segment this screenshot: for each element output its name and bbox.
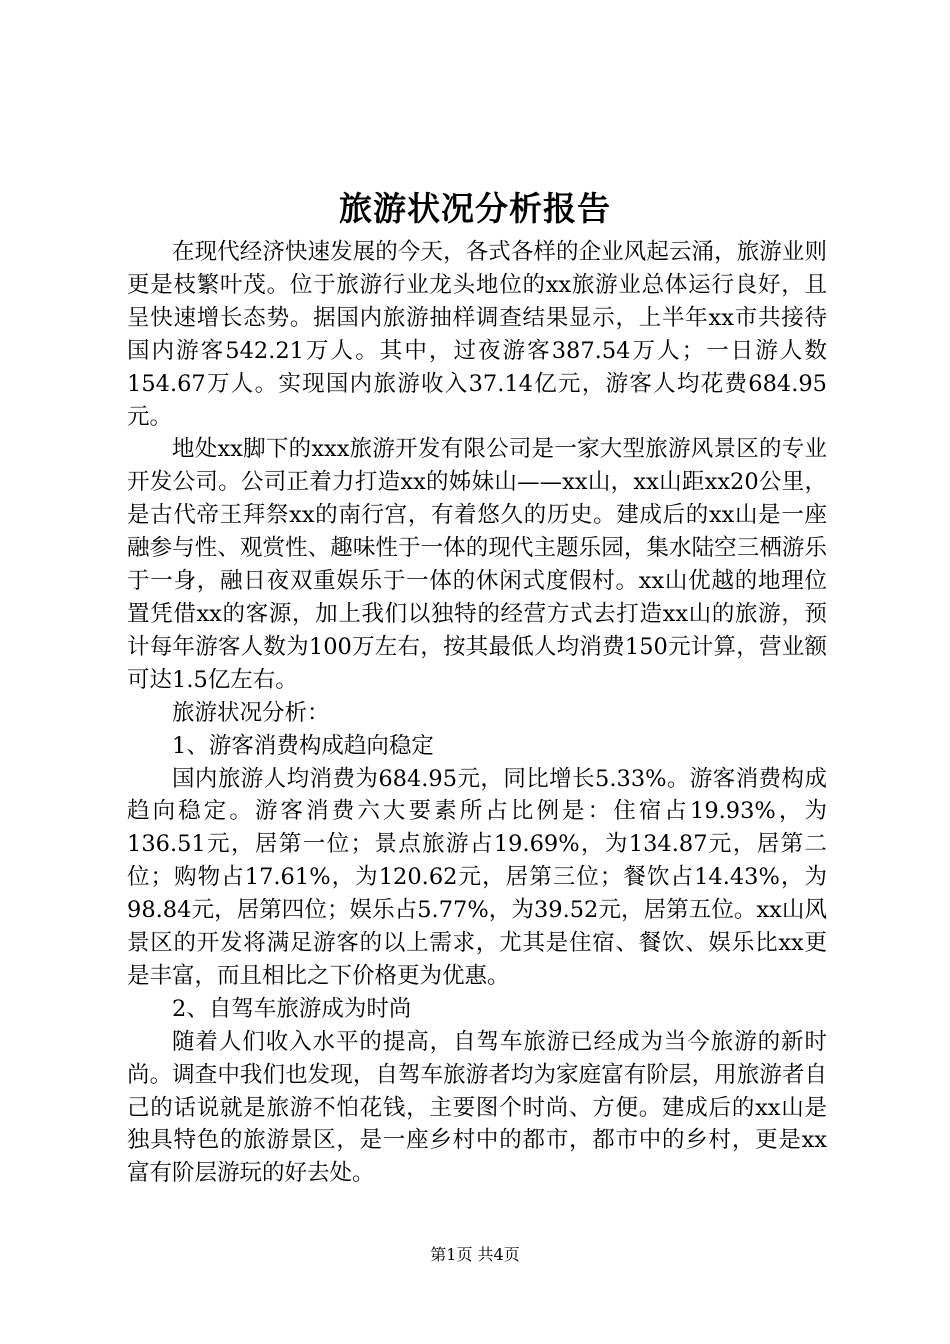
paragraph-company: 地处xx脚下的xxx旅游开发有限公司是一家大型旅游风景区的专业开发公司。公司正着力打造xx的姊妹山——xx山，xx山距xx20公里，是古代帝王拜祭xx的南行宫，有着悠久的历史。建成后的xx山是一座融参与性、观赏性、趣味性于一体的现代主题乐园，集水陆空三栖游乐于一身，融日夜双重娱乐于一体的休闲式度假村。xx山优越的地理位置凭借xx的客源，加上我们以独特的经营方式去打造xx山的旅游，预计每年游客人数为100万左右，按其最低人均消费150元计算，营业额可达1.5亿左右。 [127, 436, 827, 693]
document-body [127, 236, 827, 1190]
subheading-self-drive: 2、自驾车旅游成为时尚 [172, 995, 412, 1022]
section-heading-analysis: 旅游状况分析： [172, 699, 330, 726]
subheading-consumption: 1、游客消费构成趋向稳定 [172, 732, 434, 759]
page-footer: 第1页 共4页 [430, 1245, 520, 1264]
document-title: 旅游状况分析报告 [339, 189, 611, 228]
paragraph-intro: 在现代经济快速发展的今天，各式各样的企业风起云涌，旅游业则更是枝繁叶茂。位于旅游行业龙头地位的xx旅游业总体运行良好，且呈快速增长态势。据国内旅游抽样调查结果显示，上半年xx市共接待国内游客542.21万人。其中，过夜游客387.54万人；一日游人数154.67万人。实现国内旅游收入37.14亿元，游客人均花费684.95元。 [127, 239, 827, 430]
paragraph-consumption: 国内旅游人均消费为684.95元，同比增长5.33%。游客消费构成趋向稳定。游客消费六大要素所占比例是：住宿占19.93%，为136.51元，居第一位；景点旅游占19.69%，为134.87元，居第二位；购物占17.61%，为120.62元，居第三位；餐饮占14.43%，为98.84元，居第四位；娱乐占5.77%，为39.52元，居第五位。xx山风景区的开发将满足游客的以上需求，尤其是住宿、餐饮、娱乐比xx更是丰富，而且相比之下价格更为优惠。 [127, 765, 827, 989]
paragraph-self-drive: 随着人们收入水平的提高，自驾车旅游已经成为当今旅游的新时尚。调查中我们也发现，自驾车旅游者均为家庭富有阶层，用旅游者自己的话说就是旅游不怕花钱，主要图个时尚、方便。建成后的xx山是独具特色的旅游景区，是一座乡村中的都市，都市中的乡村，更是xx富有阶层游玩的好去处。 [127, 1028, 827, 1187]
